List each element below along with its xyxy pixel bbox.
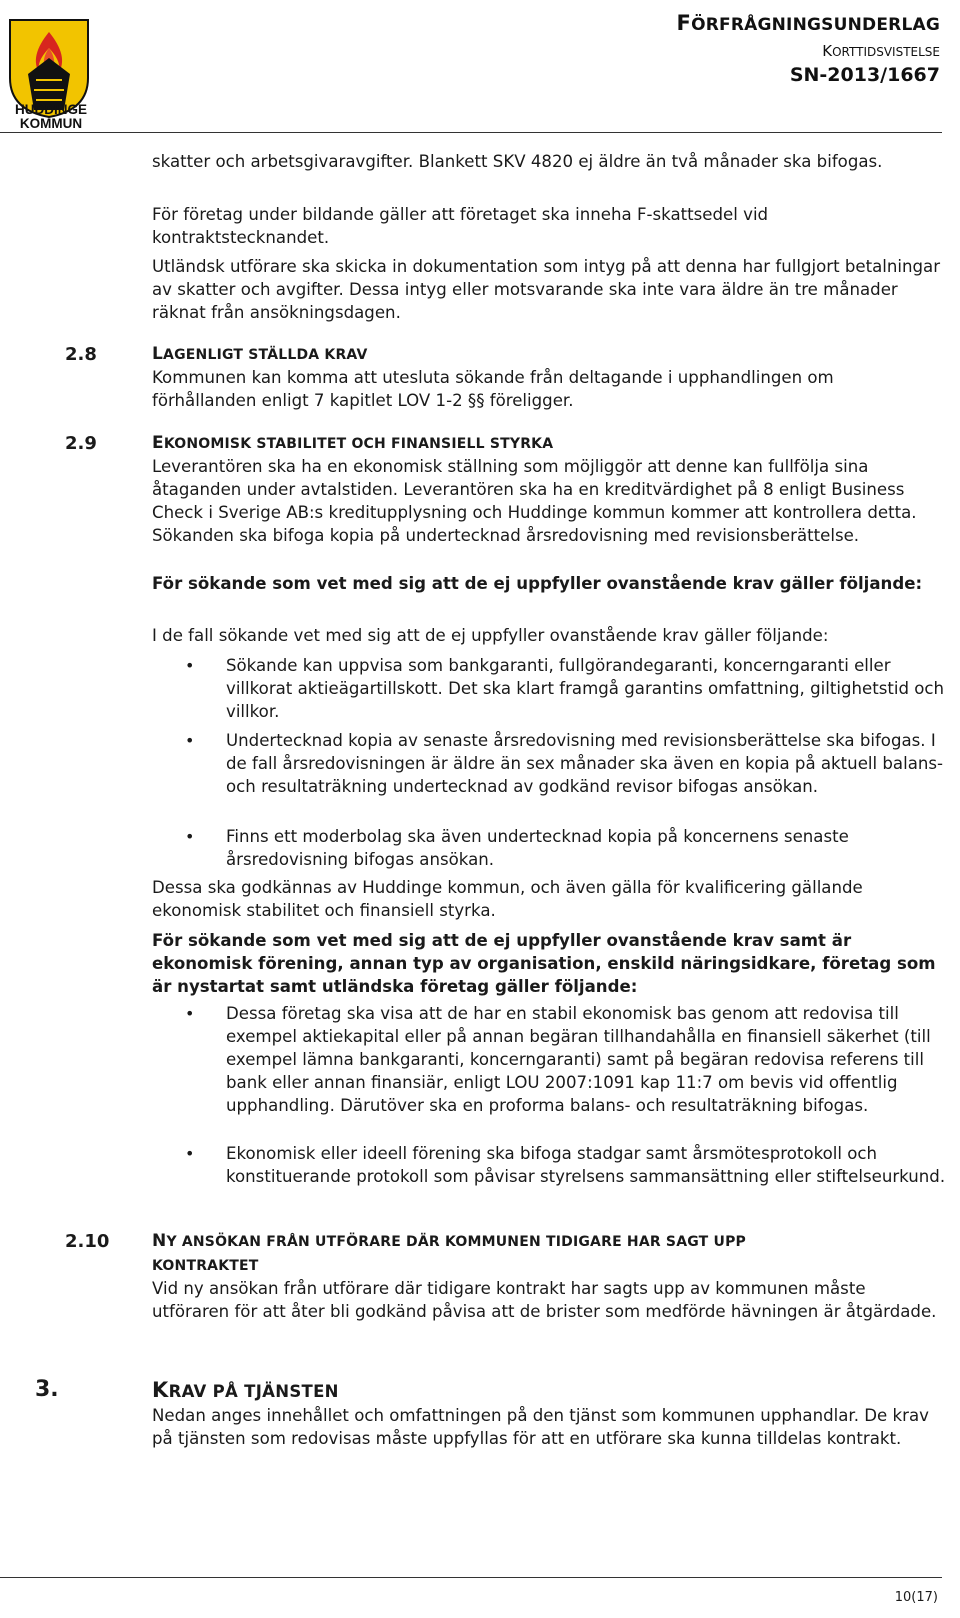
chapter-heading-3: KRAV PÅ TJÄNSTEN [152, 1378, 339, 1402]
bullet-marker: • [185, 656, 195, 675]
header-divider [0, 132, 942, 133]
list-item: Sökande kan uppvisa som bankgaranti, fullgörandegaranti, koncerngaranti eller villkorat aktieägartillskott. Det ska klart framgå garantins omfattning, giltighetstid och villkor. [226, 656, 945, 721]
intro-paragraph-1: skatter och arbetsgivaravgifter. Blankett SKV 4820 ej äldre än två månader ska bifogas. [152, 152, 883, 171]
logo-text: HUDDINGE KOMMUN [14, 102, 87, 131]
section-heading-2-8: LAGENLIGT STÄLLDA KRAV [152, 344, 368, 364]
section-number-2-9: 2.9 [65, 433, 97, 454]
bullet-marker: • [185, 827, 195, 846]
section-number-2-10: 2.10 [65, 1231, 110, 1252]
chapter-3-text: Nedan anges innehållet och omfattningen på den tjänst som kommunen upphandlar. De krav på tjänsten som redovisas måste uppfyllas för att en utförare ska kunna tilldelas kontrakt. [152, 1406, 929, 1448]
section-2-9-text: Leverantören ska ha en ekonomisk ställning som möjliggör att denne kan fullfölja sina åtaganden under avtalstiden. Leverantören ska ha en kreditvärdighet på 8 enligt Business Check i Sverige AB:s kreditupplysning och Huddinge kommun kommer att kontrollera detta. Sökanden ska bifoga kopia på undertecknad årsredovisning med revisionsberättelse. [152, 457, 917, 545]
section-number-2-8: 2.8 [65, 344, 97, 365]
page-number: 10(17) [894, 1590, 938, 1605]
section-2-9-bold-note-1: För sökande som vet med sig att de ej uppfyller ovanstående krav gäller följande: [152, 574, 923, 593]
section-2-8-text: Kommunen kan komma att utesluta sökande från deltagande i upphandlingen om förhållanden enligt 7 kapitlet LOV 1-2 §§ föreligger. [152, 368, 834, 410]
section-2-9-bold-note-2: För sökande som vet med sig att de ej uppfyller ovanstående krav samt är ekonomisk förening, annan typ av organisation, enskild näringsidkare, företag som är nystartat samt utländska företag gäller följande: [152, 931, 936, 996]
intro-paragraph-3: Utländsk utförare ska skicka in dokumentation som intyg på att denna har fullgjort betalningar av skatter och avgifter. Dessa intyg eller motsvarande ska inte vara äldre än tre månader räknat från ansökningsdagen. [152, 257, 941, 322]
document-type: FÖRFRÅGNINGSUNDERLAG [676, 11, 940, 35]
section-heading-2-10-line-2: KONTRAKTET [152, 1258, 259, 1274]
document-number: SN-2013/1667 [789, 64, 940, 86]
chapter-number-3: 3. [35, 1377, 59, 1402]
bullet-marker: • [185, 731, 195, 750]
list-item: Ekonomisk eller ideell förening ska bifoga stadgar samt årsmötesprotokoll och konstituerande protokoll som påvisar styrelsens sammansättning eller stiftelseurkund. [226, 1144, 946, 1186]
section-2-10-text: Vid ny ansökan från utförare där tidigare kontrakt har sagts upp av kommunen måste utföraren för att åter bli godkänd påvisa att de brister som medförde hävningen är åtgärdade. [152, 1279, 937, 1321]
document-subject: KORTTIDSVISTELSE [822, 42, 940, 60]
footer-divider [0, 1577, 942, 1578]
section-2-9-plain-note: I de fall sökande vet med sig att de ej uppfyller ovanstående krav gäller följande: [152, 626, 829, 645]
bullet-marker: • [185, 1144, 195, 1163]
document-header [677, 10, 940, 87]
list-item: Finns ett moderbolag ska även undertecknad kopia på koncernens senaste årsredovisning bifogas ansökan. [226, 827, 849, 869]
section-heading-2-10: NY ANSÖKAN FRÅN UTFÖRARE DÄR KOMMUNEN TIDIGARE HAR SAGT UPP [152, 1231, 746, 1251]
intro-paragraph-2: För företag under bildande gäller att företaget ska inneha F-skattsedel vid kontraktstecknandet. [152, 205, 769, 247]
list-item: Dessa företag ska visa att de har en stabil ekonomisk bas genom att redovisa till exempel aktiekapital eller på annan begäran tillhandahålla en finansiell säkerhet (till exempel lämna bankgaranti, koncerngaranti) samt på begäran redovisa referens till bank eller annan finansiär, enligt LOU 2007:1091 kap 11:7 om bevis vid offentlig upphandling. Därutöver ska en proforma balans- och resultaträkning bifogas. [226, 1004, 931, 1115]
bullet-marker: • [185, 1004, 195, 1023]
list-item: Undertecknad kopia av senaste årsredovisning med revisionsberättelse ska bifogas. I de fall årsredovisningen är äldre än sex månader ska även en kopia på aktuell balans- och resultaträkning undertecknad av godkänd revisor bifogas ansökan. [226, 731, 944, 796]
section-2-9-after-list: Dessa ska godkännas av Huddinge kommun, och även gälla för kvalificering gällande ekonomisk stabilitet och finansiell styrka. [152, 878, 863, 920]
section-heading-2-9: EKONOMISK STABILITET OCH FINANSIELL STYRKA [152, 433, 554, 453]
